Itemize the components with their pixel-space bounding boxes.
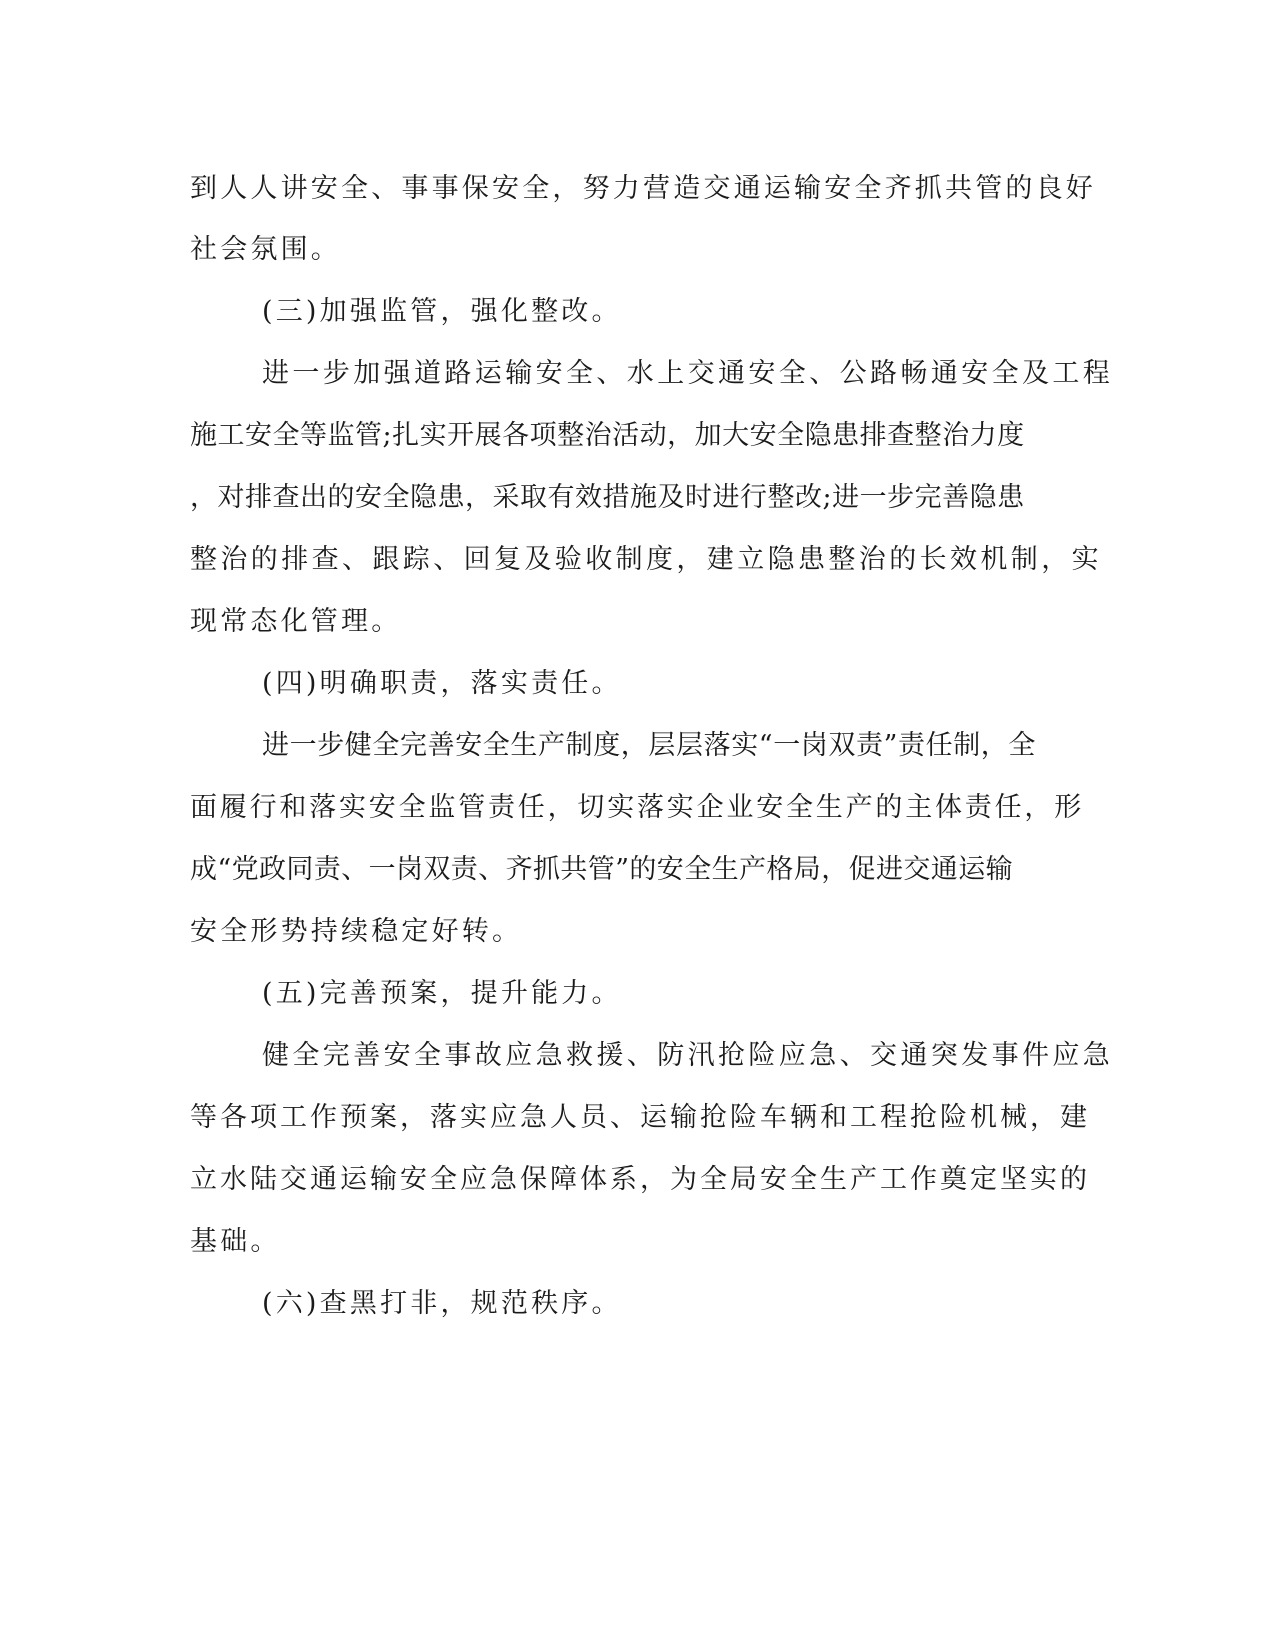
body-text-line: 整治的排查、跟踪、回复及验收制度，建立隐患整治的长效机制，实 [190, 544, 1102, 575]
section-heading-5: (五)完善预案，提升能力。 [262, 978, 622, 1009]
body-text-line: 社会氛围。 [190, 234, 341, 265]
body-text-line: 进一步健全完善安全生产制度，层层落实“一岗双责”责任制，全 [262, 730, 1037, 761]
body-text-line: 成“党政同责、一岗双责、齐抓共管”的安全生产格局，促进交通运输 [190, 854, 1014, 885]
body-text-line: 等各项工作预案，落实应急人员、运输抢险车辆和工程抢险机械，建 [190, 1102, 1090, 1133]
body-text-line: 安全形势持续稳定好转。 [190, 916, 523, 947]
body-text-line: 健全完善安全事故应急救援、防汛抢险应急、交通突发事件应急 [262, 1040, 1114, 1071]
body-text-line: 进一步加强道路运输安全、水上交通安全、公路畅通安全及工程 [262, 358, 1114, 389]
section-heading-3: (三)加强监管，强化整改。 [262, 296, 622, 327]
section-heading-6: (六)查黑打非，规范秩序。 [262, 1288, 622, 1319]
section-heading-4: (四)明确职责，落实责任。 [262, 668, 622, 699]
body-text-line: 面履行和落实安全监管责任，切实落实企业安全生产的主体责任，形 [190, 792, 1084, 823]
body-text-line: 到人人讲安全、事事保安全，努力营造交通运输安全齐抓共管的良好 [190, 173, 1096, 204]
body-text-line: ，对排查出的安全隐患，采取有效措施及时进行整改;进一步完善隐患 [190, 482, 1025, 513]
body-text-line: 基础。 [190, 1226, 281, 1257]
body-text-line: 施工安全等监管;扎实开展各项整治活动，加大安全隐患排查整治力度 [190, 420, 1025, 451]
body-text-line: 立水陆交通运输安全应急保障体系，为全局安全生产工作奠定坚实的 [190, 1164, 1090, 1195]
body-text-line: 现常态化管理。 [190, 606, 402, 637]
